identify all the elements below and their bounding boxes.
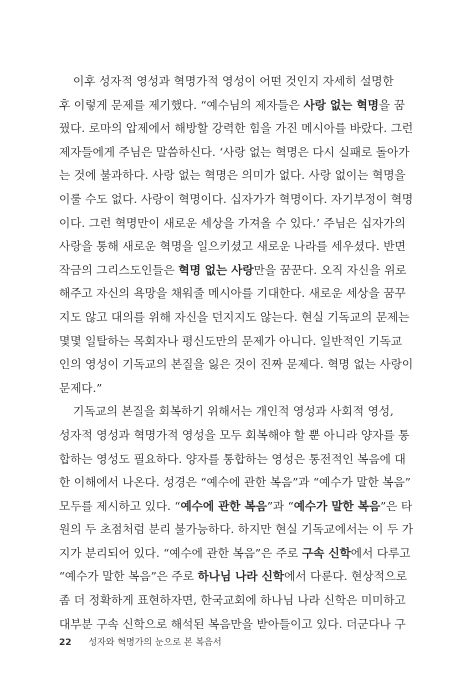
text-line [59, 471, 411, 495]
text-segment: 성자적 영성과 혁명가적 영성을 모두 회복해야 할 뿐 아니라 양자를 통 [59, 427, 410, 442]
text-line [59, 259, 407, 283]
book-title: 성자와 혁명가의 눈으로 본 복음서 [88, 638, 222, 648]
text-segment: 이다. 그런 혁명만이 새로운 세상을 가져올 수 있다.’ 주님은 십자가의 [59, 215, 406, 230]
text-segment: 지가 분리되어 있다. “예수에 관한 복음”은 주로 [59, 545, 302, 560]
text-segment: 만을 꿈꾼다. 오직 자신을 위로 [253, 262, 407, 277]
text-segment: “예수가 말한 복음”은 주로 [59, 569, 198, 584]
text-line [59, 448, 406, 472]
text-segment: 을 꿈 [378, 97, 405, 112]
text-line [59, 117, 414, 141]
text-line [59, 330, 403, 354]
text-segment: 에서 다루고 [350, 545, 411, 560]
text-line [59, 282, 406, 306]
bold-phrase: 구속 신학 [301, 545, 351, 560]
text-segment: 모두를 제시하고 있다. “ [59, 498, 181, 513]
text-line [59, 94, 405, 118]
text-line [59, 235, 406, 259]
text-segment: 대부분 구속 신학으로 해석된 복음만을 받아들이고 있다. 더군다나 구 [59, 616, 406, 631]
text-line [59, 565, 408, 589]
page-number: 22 [59, 638, 72, 648]
page-footer [59, 635, 222, 648]
text-line [59, 377, 390, 401]
text-line [59, 188, 414, 212]
text-segment: 꿨다. 로마의 압제에서 해방할 강력한 힘을 가진 메시아를 바랐다. 그런 [59, 121, 414, 136]
text-line [59, 424, 410, 448]
text-line [59, 70, 394, 94]
text-segment: 몇몇 일탈하는 목회자나 평신도만의 문제가 아니다. 일반적인 기독교 [59, 333, 403, 348]
text-line [59, 613, 406, 637]
text-line [59, 141, 410, 165]
text-segment: ”과 “ [266, 498, 294, 513]
text-segment: 제자들에게 주님은 말씀하신다. ‘사랑 없는 혁명은 다시 실패로 돌아가 [59, 144, 410, 159]
text-segment: 해주고 자신의 욕망을 채워줄 메시아를 기대한다. 새로운 세상을 꿈꾸 [59, 286, 406, 301]
text-segment: 에서 다룬다. 현상적으로 [284, 569, 408, 584]
body-text [59, 70, 414, 636]
text-segment: 후 이렇게 문제를 제기했다. “예수님의 제자들은 [59, 97, 304, 112]
bold-phrase: 사랑 없는 혁명 [303, 97, 379, 112]
text-line [59, 306, 410, 330]
bold-phrase: 예수가 말한 복음 [293, 498, 381, 513]
text-segment: 원의 두 초점처럼 분리 불가능하다. 하지만 현실 기독교에서는 이 두 가 [59, 522, 414, 537]
text-line [59, 589, 406, 613]
text-segment: 작금의 그리스도인들은 [59, 262, 179, 277]
bold-phrase: 혁명 없는 사랑 [178, 262, 254, 277]
text-line [59, 212, 406, 236]
text-line [59, 542, 411, 566]
text-segment: 이룰 수도 없다. 사랑이 혁명이다. 십자가가 혁명이다. 자기부정이 혁명 [59, 191, 414, 206]
text-segment: 사랑을 통해 새로운 혁명을 일으키셨고 새로운 나라를 세우셨다. 반면 [59, 239, 406, 254]
text-line [59, 518, 414, 542]
text-segment: 한 이해에서 나온다. 성경은 “예수에 관한 복음”과 “예수가 말한 복음” [59, 475, 411, 490]
text-line [59, 495, 413, 519]
text-segment: 합하는 영성도 필요하다. 양자를 통합하는 영성은 통전적인 복음에 대 [59, 451, 406, 466]
text-segment: 인의 영성이 기독교의 본질을 잃은 것이 진짜 문제다. 혁명 없는 사랑이 [59, 357, 414, 372]
text-segment: 좀 더 정확하게 표현하자면, 한국교회에 하나님 나라 신학은 미미하고 [59, 593, 406, 608]
text-segment: 문제다.” [59, 380, 103, 395]
bold-phrase: 하나님 나라 신학 [197, 569, 285, 584]
text-segment: ”은 타 [380, 498, 413, 513]
text-segment: 는 것에 불과하다. 사랑 없는 혁명은 의미가 없다. 사랑 없이는 혁명을 [59, 168, 406, 183]
text-line [59, 400, 394, 424]
text-segment: 기독교의 본질을 회복하기 위해서는 개인적 영성과 사회적 영성, [73, 404, 394, 419]
bold-phrase: 예수에 관한 복음 [180, 498, 267, 513]
text-segment: 지도 않고 대의를 위해 자신을 던지지도 않는다. 현실 기독교의 문제는 [59, 309, 410, 324]
text-line [59, 164, 406, 188]
text-line [59, 353, 414, 377]
text-segment: 이후 성자적 영성과 혁명가적 영성이 어떤 것인지 자세히 설명한 [73, 74, 394, 88]
